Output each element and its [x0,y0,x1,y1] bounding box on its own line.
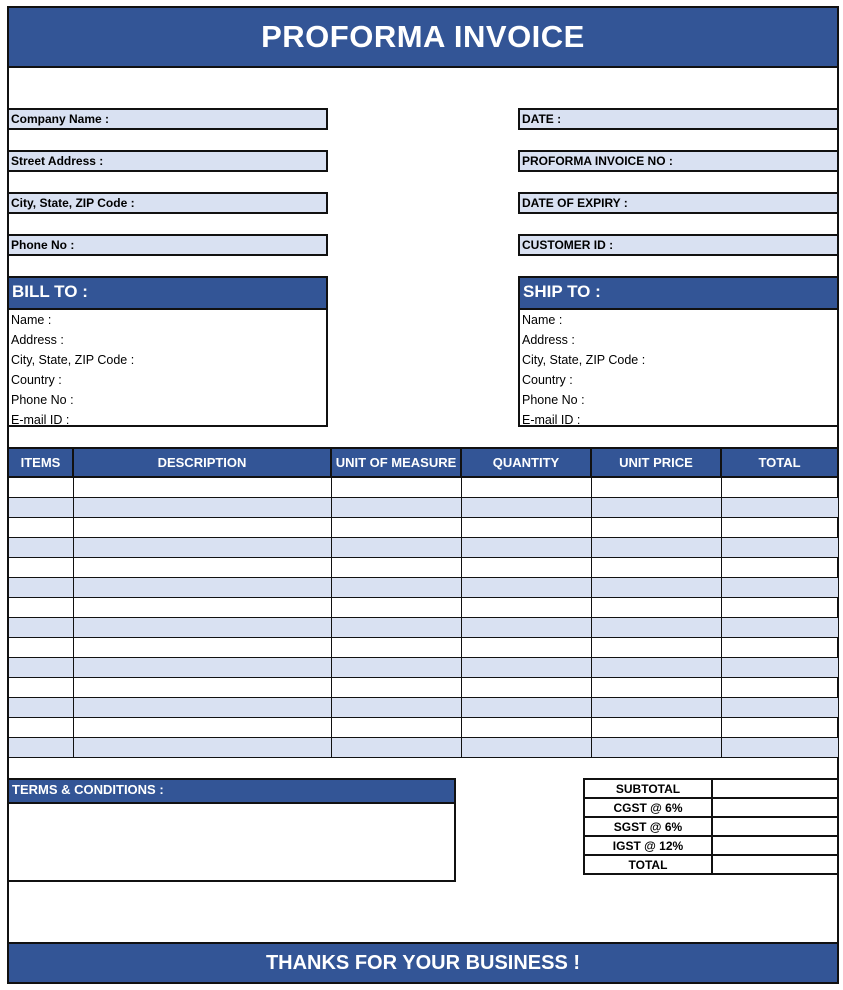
cell-item[interactable] [8,678,73,698]
cell-unit-of-measure[interactable] [331,518,461,538]
cell-description[interactable] [73,638,331,658]
ship-to-heading: SHIP TO : [520,278,837,310]
cell-item[interactable] [8,658,73,678]
cell-item[interactable] [8,558,73,578]
cell-unit-of-measure[interactable] [331,598,461,618]
cell-unit-price[interactable] [591,598,721,618]
grand-total-value[interactable] [712,855,838,874]
cell-unit-price[interactable] [591,738,721,758]
bill-to-heading: BILL TO : [9,278,326,310]
table-row [8,718,838,738]
cell-total[interactable] [721,718,838,738]
cell-unit-price[interactable] [591,498,721,518]
col-quantity: QUANTITY [461,448,591,477]
cell-quantity[interactable] [461,638,591,658]
subtotal-label: SUBTOTAL [584,779,712,798]
cell-item[interactable] [8,698,73,718]
phone-field[interactable]: Phone No : [7,234,328,256]
table-row [8,558,838,578]
igst-value[interactable] [712,836,838,855]
cell-quantity[interactable] [461,498,591,518]
totals-table [583,778,839,875]
terms-heading: TERMS & CONDITIONS : [9,780,454,804]
cell-quantity[interactable] [461,538,591,558]
bill-to-name[interactable]: Name : [11,313,52,327]
cell-description[interactable] [73,658,331,678]
ship-to-email[interactable]: E-mail ID : [522,413,581,427]
cell-unit-of-measure[interactable] [331,558,461,578]
ship-to-section [518,276,839,427]
col-items: ITEMS [8,448,73,477]
cell-unit-price[interactable] [591,538,721,558]
bill-to-city[interactable]: City, State, ZIP Code : [11,353,135,367]
cell-item[interactable] [8,578,73,598]
cell-unit-of-measure[interactable] [331,678,461,698]
table-row [8,598,838,618]
subtotal-value[interactable] [712,779,838,798]
cell-description[interactable] [73,498,331,518]
cell-unit-of-measure[interactable] [331,498,461,518]
cell-quantity[interactable] [461,518,591,538]
table-row [8,477,838,498]
cell-total[interactable] [721,658,838,678]
cell-unit-price[interactable] [591,618,721,638]
footer-thanks: THANKS FOR YOUR BUSINESS ! [7,942,839,984]
cell-description[interactable] [73,578,331,598]
cell-total[interactable] [721,558,838,578]
cell-quantity[interactable] [461,477,591,498]
cell-description[interactable] [73,477,331,498]
cell-item[interactable] [8,718,73,738]
cell-unit-of-measure[interactable] [331,638,461,658]
table-row [8,618,838,638]
cell-item[interactable] [8,477,73,498]
terms-input[interactable] [9,804,454,882]
cell-unit-of-measure[interactable] [331,718,461,738]
cell-description[interactable] [73,718,331,738]
city-state-zip-field[interactable]: City, State, ZIP Code : [7,192,328,214]
cell-total[interactable] [721,578,838,598]
cell-unit-price[interactable] [591,658,721,678]
cell-description[interactable] [73,738,331,758]
cell-total[interactable] [721,598,838,618]
cell-quantity[interactable] [461,658,591,678]
table-row [8,658,838,678]
cell-unit-price[interactable] [591,678,721,698]
cell-unit-of-measure[interactable] [331,477,461,498]
cell-total[interactable] [721,638,838,658]
cell-item[interactable] [8,518,73,538]
cell-description[interactable] [73,518,331,538]
cell-quantity[interactable] [461,598,591,618]
cell-item[interactable] [8,638,73,658]
bill-to-address[interactable]: Address : [11,333,64,347]
cgst-label: CGST @ 6% [584,798,712,817]
grand-total-label: TOTAL [584,855,712,874]
cell-quantity[interactable] [461,738,591,758]
col-description: DESCRIPTION [73,448,331,477]
cell-unit-of-measure[interactable] [331,618,461,638]
bill-to-phone[interactable]: Phone No : [11,393,74,407]
cell-quantity[interactable] [461,578,591,598]
ship-to-address[interactable]: Address : [522,333,575,347]
cell-description[interactable] [73,538,331,558]
sgst-value[interactable] [712,817,838,836]
cell-unit-of-measure[interactable] [331,698,461,718]
table-row [8,638,838,658]
ship-to-country[interactable]: Country : [522,373,573,387]
cell-total[interactable] [721,618,838,638]
terms-section [7,778,456,882]
cell-item[interactable] [8,738,73,758]
col-total: TOTAL [721,448,838,477]
bill-to-email[interactable]: E-mail ID : [11,413,70,427]
street-address-field[interactable]: Street Address : [7,150,328,172]
bill-to-country[interactable]: Country : [11,373,62,387]
cell-description[interactable] [73,698,331,718]
invoice-no-field[interactable]: PROFORMA INVOICE NO : [518,150,839,172]
cell-unit-of-measure[interactable] [331,658,461,678]
cell-total[interactable] [721,738,838,758]
bill-to-section [7,276,328,427]
cell-quantity[interactable] [461,718,591,738]
cell-description[interactable] [73,618,331,638]
cell-quantity[interactable] [461,698,591,718]
cell-total[interactable] [721,498,838,518]
cell-unit-of-measure[interactable] [331,538,461,558]
customer-id-field[interactable]: CUSTOMER ID : [518,234,839,256]
cell-total[interactable] [721,518,838,538]
col-unit-price: UNIT PRICE [591,448,721,477]
cell-total[interactable] [721,477,838,498]
cell-item[interactable] [8,618,73,638]
items-table [7,447,839,758]
cell-unit-price[interactable] [591,698,721,718]
cell-item[interactable] [8,498,73,518]
cell-description[interactable] [73,598,331,618]
ship-to-city[interactable]: City, State, ZIP Code : [522,353,646,367]
cell-item[interactable] [8,538,73,558]
cell-unit-of-measure[interactable] [331,738,461,758]
date-field[interactable]: DATE : [518,108,839,130]
cell-item[interactable] [8,598,73,618]
table-row [8,518,838,538]
table-row [8,678,838,698]
table-row [8,738,838,758]
col-unit-of-measure: UNIT OF MEASURE [331,448,461,477]
table-row [8,578,838,598]
expiry-date-field[interactable]: DATE OF EXPIRY : [518,192,839,214]
cell-unit-price[interactable] [591,638,721,658]
cell-description[interactable] [73,678,331,698]
table-row [8,498,838,518]
cell-description[interactable] [73,558,331,578]
igst-label: IGST @ 12% [584,836,712,855]
company-name-field[interactable]: Company Name : [7,108,328,130]
cell-unit-price[interactable] [591,718,721,738]
cell-unit-of-measure[interactable] [331,578,461,598]
cell-total[interactable] [721,698,838,718]
cell-quantity[interactable] [461,618,591,638]
sgst-label: SGST @ 6% [584,817,712,836]
cell-unit-price[interactable] [591,578,721,598]
cell-unit-price[interactable] [591,518,721,538]
cell-quantity[interactable] [461,558,591,578]
cell-total[interactable] [721,538,838,558]
cell-unit-price[interactable] [591,477,721,498]
cell-total[interactable] [721,678,838,698]
ship-to-name[interactable]: Name : [522,313,563,327]
cell-unit-price[interactable] [591,558,721,578]
cgst-value[interactable] [712,798,838,817]
table-row [8,538,838,558]
cell-quantity[interactable] [461,678,591,698]
ship-to-phone[interactable]: Phone No : [522,393,585,407]
table-row [8,698,838,718]
invoice-title: PROFORMA INVOICE [7,6,839,68]
